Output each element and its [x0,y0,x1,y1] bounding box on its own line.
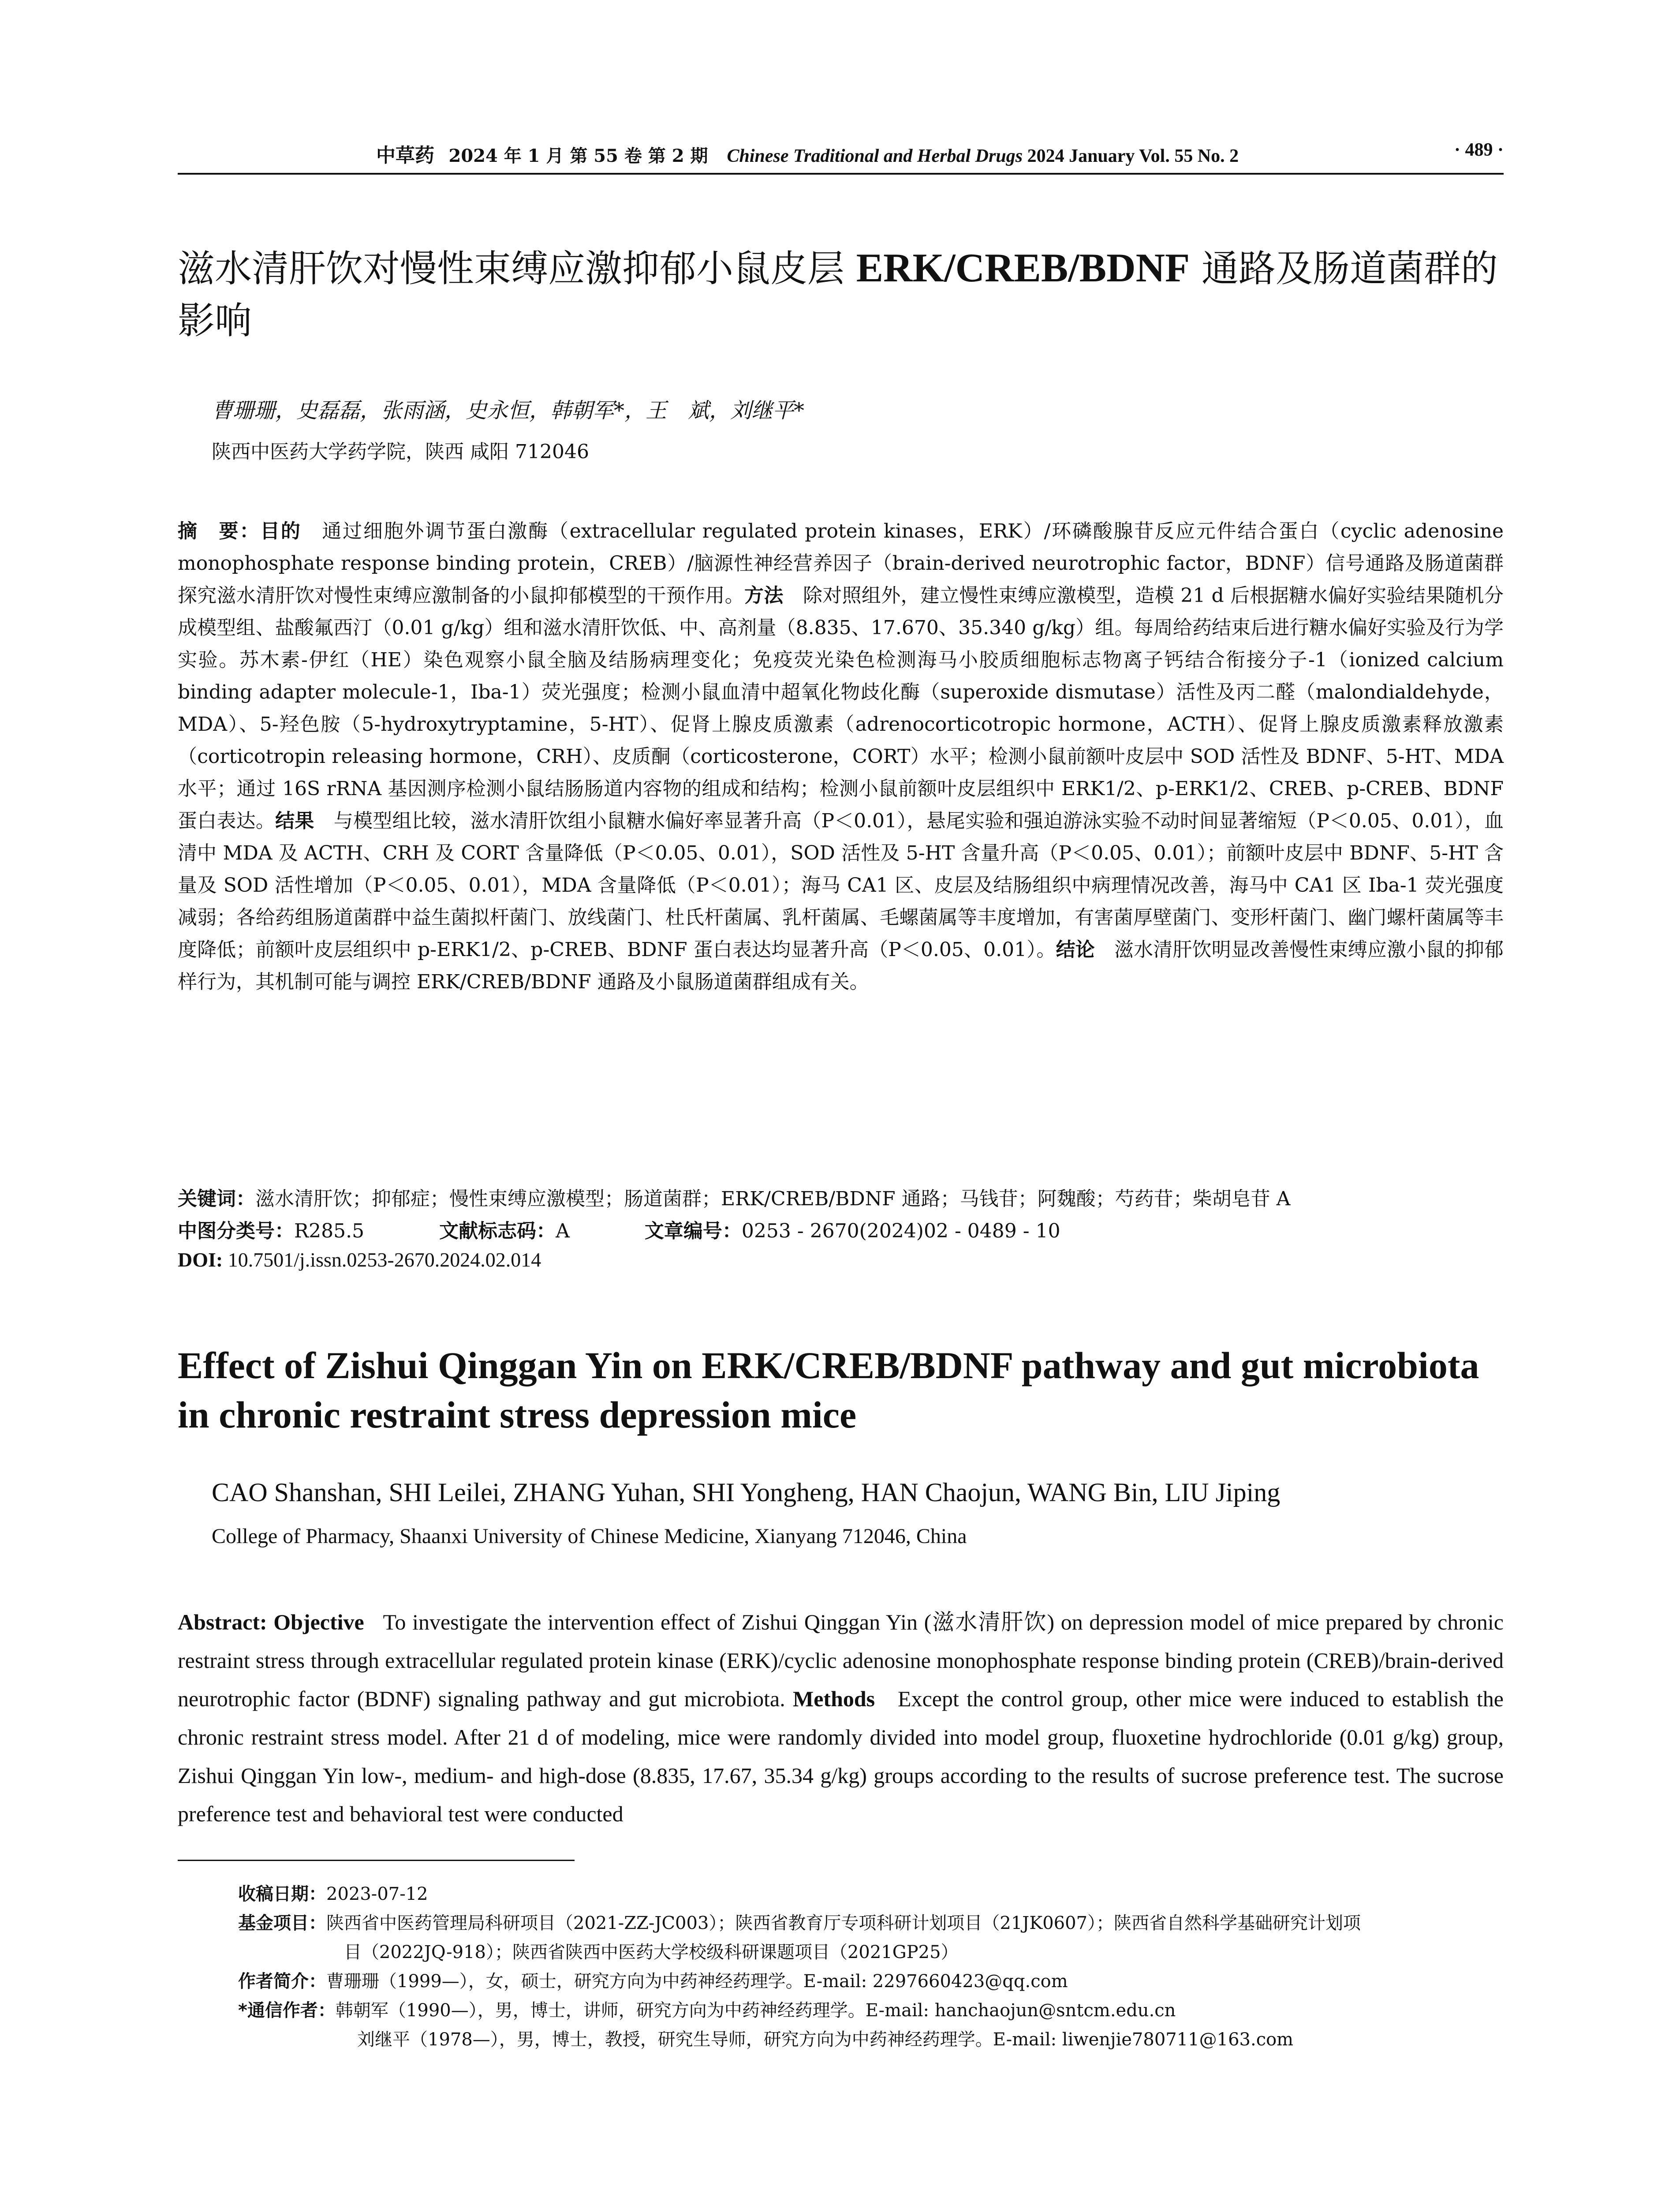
footnote-fund-cont [238,1938,1504,1967]
abstract-en-label: Abstract: [178,1610,274,1634]
doi-label: DOI: [178,1248,223,1271]
journal-name-cn: 中草药 [376,144,434,167]
issue-date-cn: 2024 年 1 月 第 55 卷 第 2 期 [448,146,708,166]
keywords-zh [178,1183,1290,1211]
fund-line-1: 陕西省中医药管理局科研项目（2021-ZZ-JC003）；陕西省教育厅专项科研计划项目（21JK0607）；陕西省自然科学基础研究计划项 [326,1913,1361,1933]
clc-label: 中图分类号： [178,1220,294,1242]
abstract-zh-methods: 除对照组外，建立慢性束缚应激模型，造模 21 d 后根据糖水偏好实验结果随机分成模型组、盐酸氟西汀（0.01 g/kg）组和滋水清肝饮低、中、高剂量（8.835、17.670、35.340 g/kg）组。每周给药结束后进行糖水偏好实验及行为学实验。苏木素-伊红（HE）染色观察小鼠全脑及结肠病理变化；免疫荧光染色检测海马小胶质细胞标志物离子钙结合衔接分子-1（ionized calcium binding adapter molecule-1，Iba-1）荧光强度；检测小鼠血清中超氧化物歧化酶（superoxide dismutase）活性及丙二醛（malondialdehyde，MDA）、5-羟色胺（5-hydroxytryptamine，5-HT）、促肾上腺皮质激素（adrenocorticotropic hormone，ACTH）、促肾上腺皮质激素释放激素（corticotropin releasing hormone，CRH）、皮质酮（corticosterone，CORT）水平；检测小鼠前额叶皮层中 SOD 活性及 BDNF、5-HT、MDA 水平；通过 16S rRNA 基因测序检测小鼠结肠肠道内容物的组成和结构；检测小鼠前额叶皮层组织中 ERK1/2、p-ERK1/2、CREB、p-CREB、BDNF 蛋白表达。 [178,584,1504,832]
abstract-zh [178,515,1504,998]
doi-value[interactable]: 10.7501/j.issn.0253-2670.2024.02.014 [223,1248,541,1271]
footnote-received [238,1880,1504,1909]
corresponding-1: 韩朝军（1990—），男，博士，讲师，研究方向为中药神经药理学。E-mail: hanchaojun@sntcm.edu.cn [335,2000,1176,2021]
header-rule [178,173,1504,175]
abstract-zh-methods-label: 方法 [744,584,784,607]
abstract-zh-objective-label: 目的 [260,520,302,542]
issue-date-en: 2024 January Vol. 55 No. 2 [1027,146,1239,166]
affiliation-en: College of Pharmacy, Shaanxi University of Chinese Medicine, Xianyang 712046, China [212,1525,967,1548]
received-label: 收稿日期： [238,1884,326,1904]
title-en: Effect of Zishui Qinggan Yin on ERK/CREB/BDNF pathway and gut microbiota in chronic restraint stress depression mice [178,1344,1479,1436]
abstract-en-methods: Except the control group, other mice were induced to establish the chronic restraint stress model. After 21 d of modeling, mice were randomly divided into model group, fluoxetine hydrochloride (0.01 g/kg) group, Zishui Qinggan Yin low-, medium- and high-dose (8.835, 17.67, 35.34 g/kg) groups according to the results of sucrose preference test. The sucrose preference test and behavioral test were conducted [178,1686,1509,1826]
classification-line [178,1215,1060,1243]
abstract-zh-results-label: 结果 [275,810,314,832]
footnote-rule [178,1860,575,1861]
corresponding-2: 刘继平（1978—），男，博士，教授，研究生导师，研究方向为中药神经药理学。E-mail: liwenjie780711@163.com [357,2029,1294,2050]
doc-code-value: A [556,1220,570,1242]
article-no-value: 0253 - 2670(2024)02 - 0489 - 10 [741,1220,1060,1242]
footnote-corresponding-2 [238,2025,1504,2054]
abstract-zh-conclusion: 滋水清肝饮明显改善慢性束缚应激小鼠的抑郁样行为，其机制可能与调控 ERK/CREB/BDNF 通路及小鼠肠道菌群组成有关。 [178,938,1504,993]
abstract-en-objective: To investigate the intervention effect of Zishui Qinggan Yin (滋水清肝饮) on depression model of mice prepared by chronic restraint stress through extracellular regulated protein kinase (ERK)/cyclic adenosine monophosphate response binding protein (CREB)/brain-derived neurotrophic factor (BDNF) signaling pathway and gut microbiota. [178,1610,1509,1711]
abstract-zh-results: 与模型组比较，滋水清肝饮组小鼠糖水偏好率显著升高（P＜0.01），悬尾实验和强迫游泳实验不动时间显著缩短（P＜0.05、0.01），血清中 MDA 及 ACTH、CRH 及 CORT 含量降低（P＜0.05、0.01），SOD 活性及 5-HT 含量升高（P＜0.05、0.01）；前额叶皮层中 BDNF、5-HT 含量及 SOD 活性增加（P＜0.05、0.01），MDA 含量降低（P＜0.01）；海马 CA1 区、皮层及结肠组织中病理情况改善，海马中 CA1 区 Iba-1 荧光强度减弱；各给药组肠道菌群中益生菌拟杆菌门、放线菌门、杜氏杆菌属、乳杆菌属、毛螺菌属等丰度增加，有害菌厚壁菌门、变形杆菌门、幽门螺杆菌属等丰度降低；前额叶皮层组织中 p-ERK1/2、p-CREB、BDNF 蛋白表达均显著升高（P＜0.05、0.01）。 [178,810,1504,961]
title-zh-part2: 通路及肠道菌群的影响 [178,247,1498,342]
title-zh-part1: 滋水清肝饮对慢性束缚应激抑郁小鼠皮层 [178,247,856,290]
clc-value: R285.5 [294,1220,365,1242]
abstract-zh-conclusion-label: 结论 [1056,938,1095,961]
abstract-zh-label: 摘 要： [178,520,261,542]
journal-name-en: Chinese Traditional and Herbal Drugs [727,146,1023,166]
footnote-author [238,1967,1504,1996]
abstract-en [178,1603,1509,1833]
received-value: 2023-07-12 [326,1884,428,1904]
corresponding-label: *通信作者： [238,2000,336,2021]
doc-code-label: 文献标志码： [439,1220,556,1242]
footnote-corresponding [238,1996,1504,2025]
abstract-en-methods-label: Methods [793,1686,875,1711]
title-zh-latin: ERK/CREB/BDNF [856,245,1190,290]
author-bio: 曹珊珊（1999—），女，硕士，研究方向为中药神经药理学。E-mail: 2297660423@qq.com [326,1971,1068,1992]
fund-label: 基金项目： [238,1913,326,1933]
footnotes [238,1880,1504,2054]
abstract-zh-objective: 通过细胞外调节蛋白激酶（extracellular regulated protein kinases，ERK）/环磷酸腺苷反应元件结合蛋白（cyclic adenosine monophosphate response binding protein，CREB）/脑源性神经营养因子（brain-derived neurotrophic factor，BDNF）信号通路及肠道菌群探究滋水清肝饮对慢性束缚应激制备的小鼠抑郁模型的干预作用。 [178,520,1504,607]
header-left [376,139,1239,168]
footnote-fund [238,1909,1504,1938]
fund-line-2: 目（2022JQ-918）；陕西省陕西中医药大学校级科研课题项目（2021GP25） [344,1942,959,1962]
doi-line [178,1248,541,1271]
title-zh [178,242,1527,347]
authors-zh: 曹珊珊，史磊磊，张雨涵，史永恒，韩朝军*，王 斌，刘继平* [212,398,805,423]
abstract-en-objective-label: Objective [273,1610,364,1634]
keywords-zh-label: 关键词： [178,1188,255,1210]
affiliation-zh: 陕西中医药大学药学院，陕西 咸阳 712046 [212,441,589,463]
authors-en: CAO Shanshan, SHI Leilei, ZHANG Yuhan, SHI Yongheng, HAN Chaojun, WANG Bin, LIU Jiping [212,1478,1281,1507]
keywords-zh-text: 滋水清肝饮；抑郁症；慢性束缚应激模型；肠道菌群；ERK/CREB/BDNF 通路；马钱苷；阿魏酸；芍药苷；柴胡皂苷 A [255,1188,1291,1210]
article-no-label: 文章编号： [644,1220,742,1242]
author-bio-label: 作者简介： [238,1971,326,1992]
page-number: · 489 · [1454,140,1504,160]
running-header [178,139,1504,166]
